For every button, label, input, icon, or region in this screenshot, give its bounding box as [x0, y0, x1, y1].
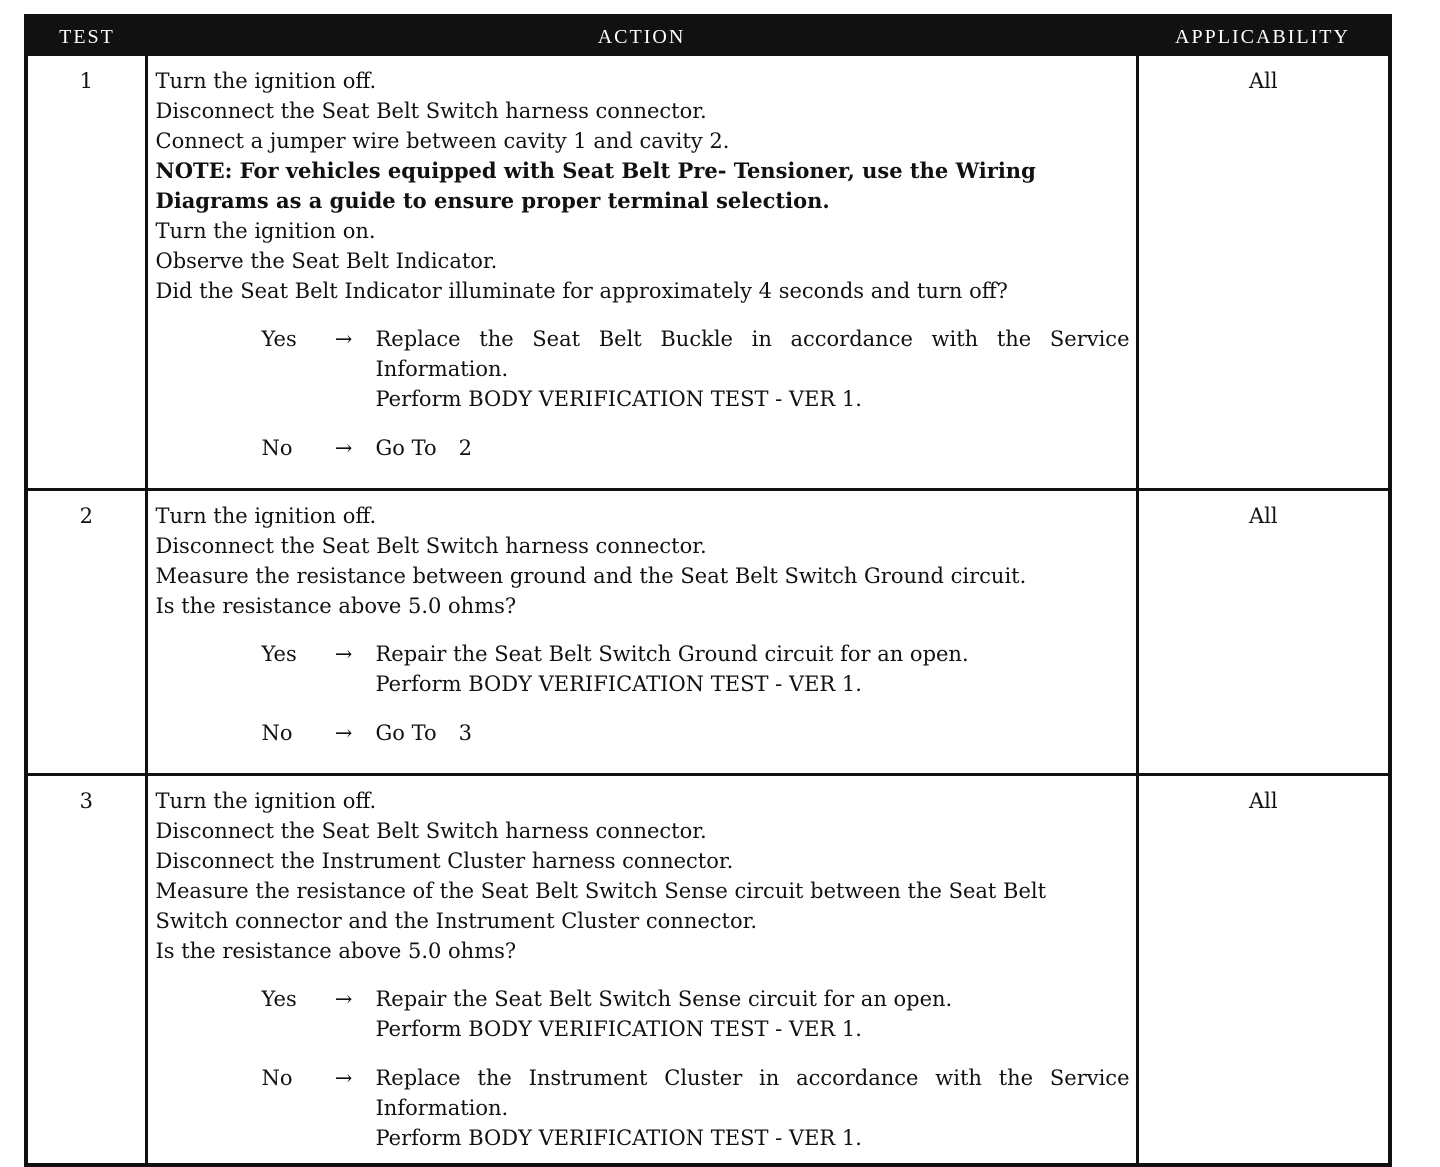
step-text: Is the resistance above 5.0 ohms?	[155, 594, 517, 618]
yes-label: Yes	[261, 642, 297, 666]
goto-label: Go To	[375, 721, 437, 745]
arrow-icon: →	[334, 327, 353, 351]
applicability-cell: All	[1248, 69, 1278, 93]
step-text: Measure the resistance between ground and the Seat Belt Switch Ground circuit.	[155, 564, 1027, 588]
outcomes	[156, 984, 1130, 1153]
arrow-icon: →	[334, 642, 353, 666]
arrow-icon: →	[334, 1066, 353, 1090]
test-table	[28, 18, 1388, 1163]
table-row	[28, 490, 1388, 775]
outcome-text	[376, 984, 1130, 1044]
step-text: Disconnect the Seat Belt Switch harness connector.	[155, 819, 707, 843]
no-label: No	[261, 436, 293, 460]
outcome-text	[376, 324, 1130, 414]
test-number: 2	[28, 490, 146, 775]
outcome-yes	[156, 984, 1130, 1044]
step-text: Turn the ignition on.	[155, 219, 376, 243]
step-text: Connect a jumper wire between cavity 1 and cavity 2.	[155, 129, 730, 153]
note-text: NOTE: For vehicles equipped with Seat Belt Pre- Tensioner, use the Wiring Diagrams as a guide to ensure proper terminal selection.	[155, 158, 1036, 213]
outcome-line: Replace the Seat Belt Buckle in accordance with the Service	[375, 327, 1130, 351]
arrow-icon: →	[334, 721, 353, 745]
outcomes	[156, 639, 1130, 748]
outcome-line: Repair the Seat Belt Switch Ground circuit for an open.	[375, 642, 969, 666]
outcomes	[156, 324, 1130, 463]
header-test: TEST	[28, 18, 146, 56]
no-label: No	[261, 721, 293, 745]
outcome-line: Perform BODY VERIFICATION TEST - VER 1.	[375, 387, 862, 411]
outcome-line: Information.	[375, 357, 509, 381]
yes-label: Yes	[261, 987, 297, 1011]
applicability-cell: All	[1137, 490, 1388, 775]
step-text: Did the Seat Belt Indicator illuminate for approximately 4 seconds and turn off?	[155, 279, 1008, 303]
outcome-line: Perform BODY VERIFICATION TEST - VER 1.	[375, 1017, 862, 1041]
action-cell	[146, 56, 1137, 490]
outcome-line: Information.	[375, 1096, 509, 1120]
action-cell	[146, 775, 1137, 1164]
goto-number: 3	[458, 721, 472, 745]
outcome-yes	[156, 324, 1130, 414]
arrow-icon: →	[334, 436, 353, 460]
outcome-no	[156, 433, 1130, 463]
step-text: Turn the ignition off.	[155, 69, 377, 93]
no-label: No	[261, 1066, 293, 1090]
test-number: 1	[28, 56, 146, 490]
outcome-text	[376, 1063, 1130, 1153]
step-text: Switch connector and the Instrument Cluster connector.	[155, 909, 758, 933]
outcome-no	[156, 718, 1130, 748]
test-number: 3	[28, 775, 146, 1164]
table-row	[28, 775, 1388, 1164]
step-text: Observe the Seat Belt Indicator.	[155, 249, 498, 273]
goto-link[interactable]	[376, 718, 1130, 748]
outcome-line: Perform BODY VERIFICATION TEST - VER 1.	[375, 1126, 862, 1150]
step-text: Disconnect the Seat Belt Switch harness connector.	[155, 99, 707, 123]
step-text: Turn the ignition off.	[155, 789, 377, 813]
step-text: Is the resistance above 5.0 ohms?	[155, 939, 517, 963]
outcome-text	[376, 639, 1130, 699]
goto-number: 2	[458, 436, 472, 460]
step-text: Disconnect the Instrument Cluster harness connector.	[155, 849, 734, 873]
step-text: Disconnect the Seat Belt Switch harness connector.	[155, 534, 707, 558]
table-row	[28, 56, 1388, 490]
goto-label: Go To	[375, 436, 437, 460]
outcome-line: Perform BODY VERIFICATION TEST - VER 1.	[375, 672, 862, 696]
step-text: Measure the resistance of the Seat Belt Switch Sense circuit between the Seat Belt	[155, 879, 1047, 903]
goto-link[interactable]	[376, 433, 1130, 463]
header-applicability: APPLICABILITY	[1137, 18, 1388, 56]
applicability-cell: All	[1137, 775, 1388, 1164]
yes-label: Yes	[261, 327, 297, 351]
header-row	[28, 18, 1388, 56]
step-text: Turn the ignition off.	[155, 504, 377, 528]
arrow-icon: →	[334, 987, 353, 1011]
outcome-yes	[156, 639, 1130, 699]
outcome-line: Repair the Seat Belt Switch Sense circuit for an open.	[375, 987, 953, 1011]
diagnostic-test-table	[24, 14, 1392, 1167]
outcome-line: Replace the Instrument Cluster in accordance with the Service	[375, 1066, 1130, 1090]
header-action: ACTION	[146, 18, 1137, 56]
outcome-no	[156, 1063, 1130, 1153]
action-cell	[146, 490, 1137, 775]
